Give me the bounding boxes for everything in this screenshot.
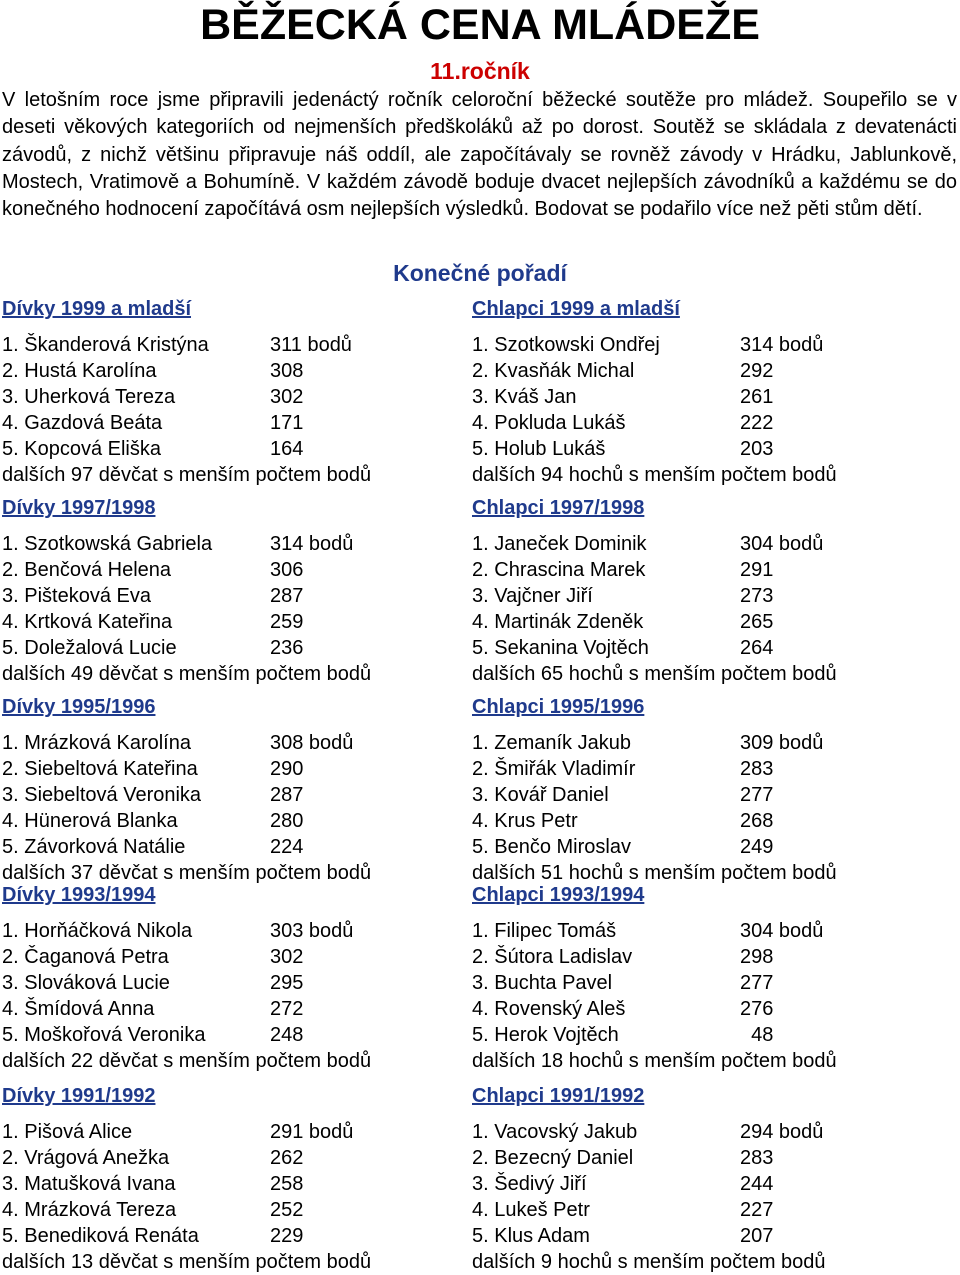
points: 280 [270, 810, 304, 832]
rank: 4. [2, 810, 19, 832]
competitor-name: Rovenský Aleš [494, 998, 626, 1020]
rank: 1. [2, 920, 19, 942]
rank: 1. [2, 1121, 19, 1143]
points: 248 [270, 1024, 304, 1046]
competitor-name: Čaganová Petra [24, 946, 169, 968]
result-row [472, 944, 942, 970]
points: 291 bodů [270, 1121, 354, 1143]
rank: 3. [2, 386, 19, 408]
points: 308 bodů [270, 732, 354, 754]
competitor-name: Holub Lukáš [494, 438, 606, 460]
competitor-name: Siebeltová Veronika [24, 784, 202, 806]
rank: 4. [2, 412, 19, 434]
result-row [472, 834, 942, 860]
result-row [2, 1022, 472, 1048]
category-heading: Chlapci 1997/1998 [472, 497, 645, 519]
result-row [472, 808, 942, 834]
category-heading: Dívky 1997/1998 [2, 497, 156, 519]
rank: 4. [472, 412, 489, 434]
category-heading: Chlapci 1993/1994 [472, 884, 645, 906]
points: 304 bodů [740, 533, 824, 555]
competitor-name: Škanderová Kristýna [24, 334, 209, 356]
result-row [2, 436, 472, 462]
competitor-name: Vrágová Anežka [24, 1147, 170, 1169]
result-row [472, 918, 942, 944]
edition-label: 11.ročník [430, 58, 530, 84]
rank: 2. [472, 946, 489, 968]
page-title: BĚŽECKÁ CENA MLÁDEŽE [200, 1, 760, 49]
points: 244 [740, 1173, 774, 1195]
result-row [2, 944, 472, 970]
results-list [2, 918, 472, 1048]
competitor-name: Pišteková Eva [24, 585, 151, 607]
competitor-name: Sekanina Vojtěch [494, 637, 649, 659]
points: 227 [740, 1199, 774, 1221]
results-list [2, 730, 472, 860]
result-row [472, 1197, 942, 1223]
competitor-name: Slováková Lucie [24, 972, 170, 994]
points: 264 [740, 637, 774, 659]
result-row [2, 384, 472, 410]
points: 259 [270, 611, 304, 633]
rank: 5. [2, 438, 19, 460]
result-row [472, 1022, 942, 1048]
boys-category-5 [472, 1081, 942, 1275]
results-list [472, 918, 942, 1048]
rank: 3. [2, 585, 19, 607]
result-row [2, 1171, 472, 1197]
competitor-name: Benčová Helena [24, 559, 172, 581]
competitor-name: Hustá Karolína [24, 360, 157, 382]
rank: 5. [2, 836, 19, 858]
results-list [2, 332, 472, 462]
others-summary: dalších 49 děvčat s menším počtem bodů [2, 663, 372, 685]
others-summary: dalších 22 děvčat s menším počtem bodů [2, 1050, 372, 1072]
rank: 1. [2, 334, 19, 356]
competitor-name: Mrázková Tereza [24, 1199, 177, 1221]
competitor-name: Chrascina Marek [494, 559, 646, 581]
result-row [472, 970, 942, 996]
rank: 1. [472, 1121, 489, 1143]
rank: 5. [2, 1024, 19, 1046]
result-row [472, 358, 942, 384]
result-row [472, 1223, 942, 1249]
points: 290 [270, 758, 304, 780]
competitor-name: Bezecný Daniel [494, 1147, 634, 1169]
competitor-name: Šmiřák Vladimír [494, 758, 636, 780]
rank: 4. [2, 998, 19, 1020]
points: 229 [270, 1225, 304, 1247]
competitor-name: Pišová Alice [24, 1121, 133, 1143]
category-heading: Chlapci 1995/1996 [472, 696, 645, 718]
competitor-name: Zemaník Jakub [494, 732, 631, 754]
points: 276 [740, 998, 774, 1020]
rank: 2. [472, 360, 489, 382]
competitor-name: Vacovský Jakub [494, 1121, 638, 1143]
rank: 2. [2, 360, 19, 382]
rank: 1. [472, 533, 489, 555]
result-row [472, 635, 942, 661]
result-row [472, 531, 942, 557]
girls-category-1 [2, 294, 472, 488]
competitor-name: Benediková Renáta [24, 1225, 199, 1247]
points: 294 bodů [740, 1121, 824, 1143]
rank: 4. [2, 1199, 19, 1221]
points: 164 [270, 438, 304, 460]
results-list [472, 730, 942, 860]
competitor-name: Szotkowski Ondřej [494, 334, 660, 356]
girls-category-3 [2, 692, 472, 886]
points: 308 [270, 360, 304, 382]
others-summary: dalších 94 hochů s menším počtem bodů [472, 464, 837, 486]
competitor-name: Pokluda Lukáš [494, 412, 626, 434]
result-row [2, 332, 472, 358]
rank: 1. [2, 732, 19, 754]
category-heading: Chlapci 1999 a mladší [472, 298, 680, 320]
rank: 5. [472, 438, 489, 460]
rank: 2. [472, 758, 489, 780]
rank: 2. [2, 946, 19, 968]
competitor-name: Szotkowská Gabriela [24, 533, 213, 555]
others-summary: dalších 97 děvčat s menším počtem bodů [2, 464, 372, 486]
points: 277 [740, 972, 774, 994]
result-row [2, 970, 472, 996]
rank: 2. [472, 1147, 489, 1169]
result-row [472, 384, 942, 410]
result-row [472, 1145, 942, 1171]
result-row [472, 332, 942, 358]
competitor-name: Benčo Miroslav [494, 836, 631, 858]
rank: 5. [472, 836, 489, 858]
points: 222 [740, 412, 774, 434]
result-row [472, 1171, 942, 1197]
points: 236 [270, 637, 304, 659]
rank: 1. [472, 732, 489, 754]
rank: 2. [2, 758, 19, 780]
points: 314 bodů [740, 334, 824, 356]
result-row [472, 583, 942, 609]
points: 48 [740, 1024, 774, 1046]
result-row [2, 782, 472, 808]
competitor-name: Kváš Jan [494, 386, 577, 408]
competitor-name: Šútora Ladislav [494, 946, 633, 968]
result-row [2, 583, 472, 609]
competitor-name: Janeček Dominik [494, 533, 647, 555]
result-row [472, 436, 942, 462]
competitor-name: Šedivý Jiří [494, 1173, 587, 1195]
result-row [472, 730, 942, 756]
girls-category-4 [2, 880, 472, 1074]
competitor-name: Horňáčková Nikola [24, 920, 193, 942]
boys-category-2 [472, 493, 942, 687]
result-row [472, 782, 942, 808]
results-list [472, 531, 942, 661]
competitor-name: Filipec Tomáš [494, 920, 617, 942]
points: 224 [270, 836, 304, 858]
girls-category-5 [2, 1081, 472, 1275]
rank: 4. [472, 1199, 489, 1221]
boys-category-4 [472, 880, 942, 1074]
result-row [472, 756, 942, 782]
points: 287 [270, 585, 304, 607]
rank: 3. [2, 972, 19, 994]
rank: 5. [472, 1225, 489, 1247]
results-list [472, 332, 942, 462]
result-row [2, 730, 472, 756]
result-row [2, 1119, 472, 1145]
points: 265 [740, 611, 774, 633]
points: 249 [740, 836, 774, 858]
others-summary: dalších 18 hochů s menším počtem bodů [472, 1050, 837, 1072]
points: 272 [270, 998, 304, 1020]
points: 306 [270, 559, 304, 581]
others-summary: dalších 65 hochů s menším počtem bodů [472, 663, 837, 685]
result-row [2, 358, 472, 384]
results-list [2, 1119, 472, 1249]
points: 304 bodů [740, 920, 824, 942]
result-row [2, 756, 472, 782]
rank: 5. [472, 1024, 489, 1046]
competitor-name: Gazdová Beáta [24, 412, 163, 434]
competitor-name: Lukeš Petr [494, 1199, 590, 1221]
others-summary: dalších 13 děvčat s menším počtem bodů [2, 1251, 372, 1273]
points: 287 [270, 784, 304, 806]
rank: 4. [2, 611, 19, 633]
points: 291 [740, 559, 774, 581]
rank: 3. [472, 784, 489, 806]
competitor-name: Martinák Zdeněk [494, 611, 644, 633]
points: 203 [740, 438, 774, 460]
competitor-name: Hünerová Blanka [24, 810, 178, 832]
result-row [2, 531, 472, 557]
points: 283 [740, 1147, 774, 1169]
points: 309 bodů [740, 732, 824, 754]
competitor-name: Klus Adam [494, 1225, 590, 1247]
result-row [2, 1197, 472, 1223]
result-row [2, 918, 472, 944]
points: 311 bodů [270, 334, 352, 356]
points: 303 bodů [270, 920, 354, 942]
points: 207 [740, 1225, 774, 1247]
rank: 4. [472, 810, 489, 832]
points: 295 [270, 972, 304, 994]
competitor-name: Krus Petr [494, 810, 578, 832]
category-heading: Chlapci 1991/1992 [472, 1085, 645, 1107]
rank: 3. [472, 972, 489, 994]
results-list [2, 531, 472, 661]
category-heading: Dívky 1999 a mladší [2, 298, 192, 320]
rank: 5. [2, 637, 19, 659]
result-row [472, 1119, 942, 1145]
points: 277 [740, 784, 774, 806]
rank: 3. [472, 386, 489, 408]
rank: 5. [2, 1225, 19, 1247]
points: 292 [740, 360, 774, 382]
competitor-name: Siebeltová Kateřina [24, 758, 198, 780]
boys-category-1 [472, 294, 942, 488]
competitor-name: Doležalová Lucie [24, 637, 177, 659]
result-row [2, 635, 472, 661]
points: 314 bodů [270, 533, 354, 555]
rank: 3. [472, 585, 489, 607]
result-row [472, 609, 942, 635]
category-heading: Dívky 1995/1996 [2, 696, 156, 718]
points: 252 [270, 1199, 304, 1221]
competitor-name: Matušková Ivana [24, 1173, 176, 1195]
others-summary: dalších 51 hochů s menším počtem bodů [472, 862, 837, 884]
result-row [472, 557, 942, 583]
rank: 5. [472, 637, 489, 659]
result-row [2, 808, 472, 834]
competitor-name: Herok Vojtěch [494, 1024, 619, 1046]
category-heading: Dívky 1991/1992 [2, 1085, 156, 1107]
others-summary: dalších 37 děvčat s menším počtem bodů [2, 862, 372, 884]
results-title: Konečné pořadí [393, 260, 567, 286]
competitor-name: Moškořová Veronika [24, 1024, 206, 1046]
competitor-name: Buchta Pavel [494, 972, 613, 994]
rank: 3. [2, 1173, 19, 1195]
competitor-name: Kopcová Eliška [24, 438, 161, 460]
result-row [2, 609, 472, 635]
competitor-name: Kovář Daniel [494, 784, 609, 806]
result-row [2, 1223, 472, 1249]
rank: 1. [472, 334, 489, 356]
result-row [472, 410, 942, 436]
points: 171 [270, 412, 304, 434]
points: 302 [270, 386, 304, 408]
rank: 4. [472, 998, 489, 1020]
rank: 4. [472, 611, 489, 633]
result-row [472, 996, 942, 1022]
competitor-name: Kvasňák Michal [494, 360, 635, 382]
category-heading: Dívky 1993/1994 [2, 884, 156, 906]
points: 261 [740, 386, 774, 408]
points: 262 [270, 1147, 304, 1169]
rank: 2. [2, 559, 19, 581]
points: 273 [740, 585, 774, 607]
result-row [2, 834, 472, 860]
rank: 3. [472, 1173, 489, 1195]
points: 268 [740, 810, 774, 832]
result-row [2, 410, 472, 436]
points: 283 [740, 758, 774, 780]
rank: 3. [2, 784, 19, 806]
result-row [2, 557, 472, 583]
competitor-name: Šmídová Anna [24, 998, 155, 1020]
rank: 1. [472, 920, 489, 942]
result-row [2, 1145, 472, 1171]
result-row [2, 996, 472, 1022]
boys-category-3 [472, 692, 942, 886]
competitor-name: Mrázková Karolína [24, 732, 191, 754]
others-summary: dalších 9 hochů s menším počtem bodů [472, 1251, 826, 1273]
girls-category-2 [2, 493, 472, 687]
points: 258 [270, 1173, 304, 1195]
rank: 2. [2, 1147, 19, 1169]
competitor-name: Krtková Kateřina [24, 611, 173, 633]
rank: 1. [2, 533, 19, 555]
points: 302 [270, 946, 304, 968]
competitor-name: Závorková Natálie [24, 836, 186, 858]
competitor-name: Uherková Tereza [24, 386, 176, 408]
results-list [472, 1119, 942, 1249]
competitor-name: Vajčner Jiří [494, 585, 593, 607]
intro-paragraph: V letošním roce jsme připravili jedenáctý ročník celoroční běžecké soutěže pro mládež. Soupeřilo se v deseti věkových kategoriích od nejmenších předškoláků až po dorost. Soutěž se skládala z devatenácti závodů, z nichž většinu připravuje náš oddíl, ale započítávaly se rovněž závody v Hrádku, Jablunkově, Mostech, Vratimově a Bohumíně. V každém závodě boduje dvacet nejlepších závodníků a každému se do konečného hodnocení započítává osm nejlepších výsledků. Bodovat se podařilo více než pěti stům dětí. [2, 89, 957, 221]
rank: 2. [472, 559, 489, 581]
points: 298 [740, 946, 774, 968]
